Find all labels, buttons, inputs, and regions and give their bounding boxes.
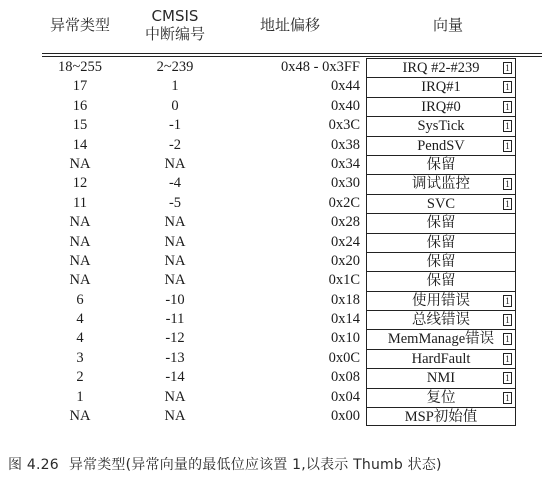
- address-offset-cell: 0x0C: [328, 349, 360, 366]
- vector-label: 复位: [426, 389, 456, 406]
- header-vector-label: 向量: [432, 16, 463, 34]
- figure-caption-text: 异常类型(异常向量的最低位应该置 1,以表示 Thumb 状态): [68, 457, 442, 473]
- vector-cell: [366, 310, 516, 329]
- address-offset-cell: 0x28: [331, 214, 360, 231]
- vector-cell: [366, 116, 516, 135]
- vector-cell: [366, 349, 516, 368]
- vector-cell: [366, 252, 516, 271]
- vector-label: SysTick: [417, 118, 465, 135]
- cmsis-number-cell: NA: [164, 214, 186, 231]
- address-offset-cell: 0x14: [331, 311, 360, 328]
- header-exception-type: [40, 0, 120, 50]
- vector-label: MSP初始值: [404, 409, 478, 426]
- table-row: [0, 213, 559, 232]
- vector-cell: [366, 407, 516, 426]
- header-cmsis-line1: CMSIS: [151, 7, 199, 25]
- exception-type-cell: 2: [76, 369, 84, 386]
- table-row: [0, 291, 559, 310]
- vector-table-body: [0, 58, 559, 426]
- header-address-offset-label: 地址偏移: [259, 16, 320, 34]
- vector-cell: [366, 58, 516, 77]
- exception-type-cell: NA: [69, 272, 91, 289]
- vector-label: 使用错误: [412, 292, 470, 309]
- vector-cell: [366, 271, 516, 290]
- address-offset-cell: 0x34: [331, 155, 360, 172]
- exception-type-cell: 3: [76, 349, 84, 366]
- table-top-rule: [42, 53, 542, 54]
- vector-label: MemManage错误: [387, 331, 495, 348]
- vector-label: SVC: [426, 195, 456, 212]
- thumb-bit-marker: 1: [503, 333, 512, 345]
- exception-type-cell: 4: [76, 311, 84, 328]
- exception-type-cell: 6: [76, 291, 84, 308]
- vector-cell: [366, 388, 516, 407]
- exception-type-cell: NA: [69, 252, 91, 269]
- table-row: [0, 329, 559, 348]
- address-offset-cell: 0x2C: [328, 194, 360, 211]
- thumb-bit-marker: 1: [503, 81, 512, 93]
- table-row: [0, 233, 559, 252]
- table-row: [0, 349, 559, 368]
- table-row: [0, 407, 559, 426]
- thumb-bit-marker: 1: [503, 140, 512, 152]
- figure-caption: [8, 454, 553, 474]
- vector-label: NMI: [426, 370, 456, 387]
- vector-cell: [366, 155, 516, 174]
- cmsis-number-cell: -11: [165, 311, 185, 328]
- address-offset-cell: 0x48 - 0x3FF: [281, 59, 360, 75]
- cmsis-number-cell: -5: [168, 194, 182, 211]
- cmsis-number-cell: NA: [164, 388, 186, 405]
- address-offset-cell: 0x3C: [328, 117, 360, 134]
- thumb-bit-marker: 1: [503, 62, 512, 74]
- cmsis-number-cell: NA: [164, 272, 186, 289]
- table-row: [0, 116, 559, 135]
- thumb-bit-marker: 1: [503, 101, 512, 113]
- address-offset-cell: 0x20: [331, 252, 360, 269]
- thumb-bit-marker: 1: [503, 372, 512, 384]
- address-offset-cell: 0x30: [331, 175, 360, 192]
- cmsis-number-cell: 1: [171, 78, 179, 95]
- cmsis-number-cell: NA: [164, 155, 186, 172]
- address-offset-cell: 0x44: [331, 78, 360, 95]
- vector-cell: [366, 97, 516, 116]
- vector-label: 保留: [426, 234, 456, 251]
- vector-cell: [366, 136, 516, 155]
- table-top-rule-second: [42, 56, 542, 57]
- address-offset-cell: 0x38: [331, 136, 360, 153]
- table-row: [0, 58, 559, 77]
- vector-label: 保留: [426, 273, 456, 290]
- header-cmsis-line2: 中断编号: [144, 25, 205, 43]
- vector-cell: [366, 213, 516, 232]
- cmsis-number-cell: -4: [168, 175, 182, 192]
- table-row: [0, 136, 559, 155]
- header-vector: [378, 0, 518, 50]
- table-row: [0, 155, 559, 174]
- exception-type-cell: NA: [69, 233, 91, 250]
- table-row: [0, 252, 559, 271]
- thumb-bit-marker: 1: [503, 295, 512, 307]
- cmsis-number-cell: 2~239: [156, 59, 194, 75]
- exception-type-cell: NA: [69, 408, 91, 425]
- vector-label: IRQ #2-#239: [402, 60, 480, 76]
- exception-type-cell: 12: [72, 175, 88, 192]
- cmsis-number-cell: -1: [168, 117, 182, 134]
- vector-cell: [366, 174, 516, 193]
- address-offset-cell: 0x24: [331, 233, 360, 250]
- vector-cell: [366, 233, 516, 252]
- header-exception-type-label: 异常类型: [49, 16, 110, 34]
- vector-cell: [366, 77, 516, 96]
- vector-cell: [366, 194, 516, 213]
- thumb-bit-marker: 1: [503, 178, 512, 190]
- vector-label: 总线错误: [412, 312, 470, 329]
- cmsis-number-cell: -2: [168, 136, 182, 153]
- thumb-bit-marker: 1: [503, 353, 512, 365]
- exception-type-cell: 14: [72, 136, 88, 153]
- exception-type-cell: 4: [76, 330, 84, 347]
- cmsis-number-cell: NA: [164, 252, 186, 269]
- table-row: [0, 271, 559, 290]
- vector-label: 保留: [426, 215, 456, 232]
- cmsis-number-cell: -13: [165, 349, 185, 366]
- cmsis-number-cell: NA: [164, 233, 186, 250]
- header-cmsis-number: [130, 0, 220, 50]
- cmsis-number-cell: -12: [165, 330, 185, 347]
- exception-type-cell: NA: [69, 214, 91, 231]
- vector-label: PendSV: [417, 137, 465, 154]
- vector-label: 调试监控: [412, 176, 470, 193]
- exception-type-cell: 17: [72, 78, 88, 95]
- thumb-bit-marker: 1: [503, 392, 512, 404]
- table-row: [0, 97, 559, 116]
- cmsis-number-cell: -10: [165, 291, 185, 308]
- table-row: [0, 174, 559, 193]
- table-row: [0, 388, 559, 407]
- table-row: [0, 368, 559, 387]
- vector-cell: [366, 291, 516, 310]
- vector-label: HardFault: [411, 350, 471, 367]
- vector-label: IRQ#0: [421, 98, 461, 115]
- address-offset-cell: 0x00: [331, 408, 360, 425]
- thumb-bit-marker: 1: [503, 198, 512, 210]
- address-offset-cell: 0x18: [331, 291, 360, 308]
- header-address-offset: [240, 0, 340, 50]
- exception-type-cell: 16: [72, 97, 88, 114]
- figure-number: 图 4.26: [8, 457, 59, 473]
- address-offset-cell: 0x1C: [328, 272, 360, 289]
- exception-type-cell: 15: [72, 117, 88, 134]
- vector-label: 保留: [426, 156, 456, 173]
- exception-type-cell: 18~255: [57, 59, 103, 75]
- vector-cell: [366, 368, 516, 387]
- address-offset-cell: 0x10: [331, 330, 360, 347]
- thumb-bit-marker: 1: [503, 120, 512, 132]
- table-row: [0, 194, 559, 213]
- vector-cell: [366, 329, 516, 348]
- thumb-bit-marker: 1: [503, 314, 512, 326]
- cmsis-number-cell: NA: [164, 408, 186, 425]
- exception-type-cell: 1: [76, 388, 84, 405]
- address-offset-cell: 0x08: [331, 369, 360, 386]
- cmsis-number-cell: 0: [171, 97, 179, 114]
- table-row: [0, 77, 559, 96]
- vector-label: 保留: [426, 253, 456, 270]
- address-offset-cell: 0x40: [331, 97, 360, 114]
- exception-type-cell: 11: [73, 194, 87, 211]
- exception-type-cell: NA: [69, 155, 91, 172]
- cmsis-number-cell: -14: [165, 369, 185, 386]
- table-row: [0, 310, 559, 329]
- address-offset-cell: 0x04: [331, 388, 360, 405]
- vector-label: IRQ#1: [421, 79, 461, 96]
